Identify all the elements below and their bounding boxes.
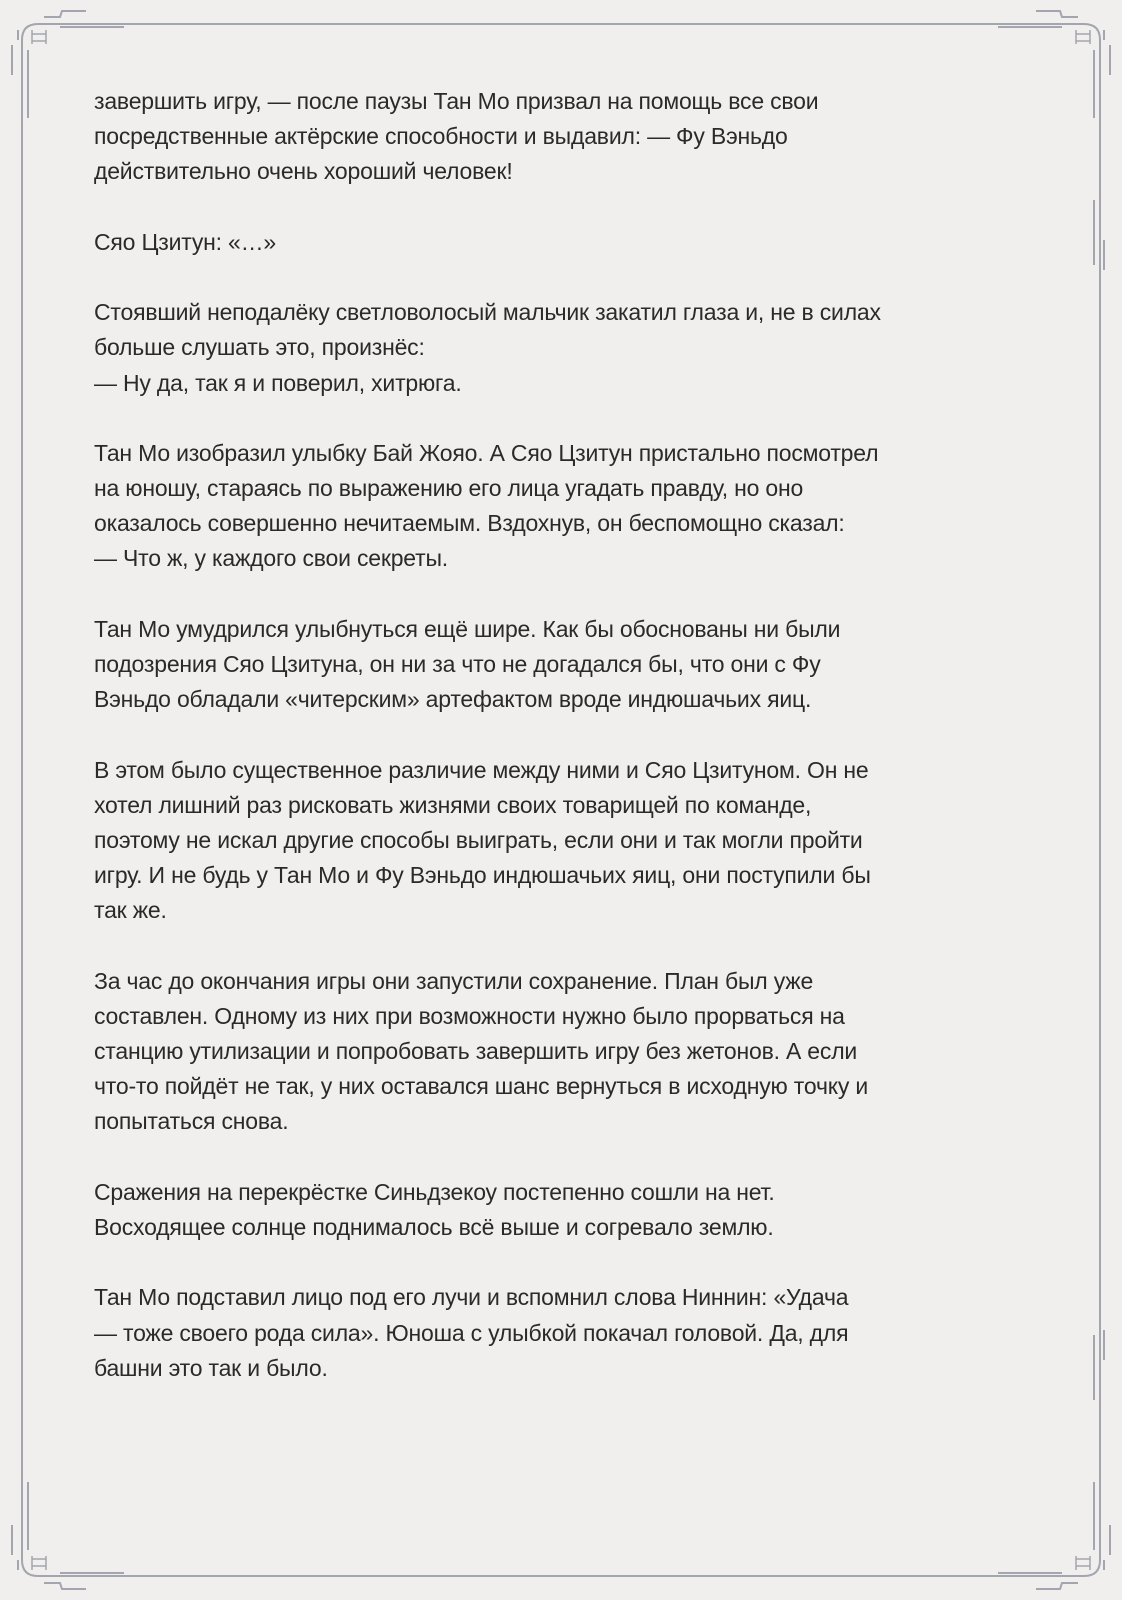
text-line: посредственные актёрские способности и выдавил: — Фу Вэньдо: [94, 123, 788, 150]
text-line: Тан Мо изобразил улыбку Бай Жояо. А Сяо Цзитун пристально посмотрел: [94, 439, 879, 466]
text-line: Стоявший неподалёку светловолосый мальчик закатил глаза и, не в силах: [94, 299, 881, 326]
paragraph: [94, 612, 1054, 718]
text-line: В этом было существенное различие между ними и Сяо Цзитуном. Он не: [94, 756, 869, 783]
text-line: оказалось совершенно нечитаемым. Вздохнув, он беспомощно сказал:: [94, 510, 845, 537]
text-line: — тоже своего рода сила». Юноша с улыбкой покачал головой. Да, для: [94, 1319, 849, 1346]
paragraph: [94, 1280, 1054, 1386]
paragraph: [94, 84, 1054, 190]
text-line: игру. И не будь у Тан Мо и Фу Вэньдо индюшачьих яиц, они поступили бы: [94, 862, 871, 889]
text-line: поэтому не искал другие способы выиграть, если они и так могли пройти: [94, 826, 863, 853]
text-line: Тан Мо подставил лицо под его лучи и вспомнил слова Ниннин: «Удача: [94, 1284, 849, 1311]
text-line: — Что ж, у каждого свои секреты.: [94, 545, 448, 572]
text-line: станцию утилизации и попробовать завершить игру без жетонов. А если: [94, 1038, 858, 1065]
text-line: Вэньдо обладали «читерским» артефактом вроде индюшачьих яиц.: [94, 686, 812, 713]
paragraph: [94, 964, 1054, 1140]
text-line: подозрения Сяо Цзитуна, он ни за что не догадался бы, что они с Фу: [94, 651, 821, 677]
paragraph: [94, 225, 1054, 260]
text-line: действительно очень хороший человек!: [94, 158, 513, 185]
text-line: Тан Мо умудрился улыбнуться ещё шире. Как бы обоснованы ни были: [94, 615, 841, 642]
text-line: что-то пойдёт не так, у них оставался шанс вернуться в исходную точку и: [94, 1073, 868, 1100]
text-line: попытаться снова.: [94, 1108, 289, 1135]
document-body: [94, 84, 1054, 1421]
text-line: составлен. Одному из них при возможности нужно было прорваться на: [94, 1002, 845, 1029]
paragraph: [94, 753, 1054, 929]
text-line: Восходящее солнце поднималось всё выше и согревало землю.: [94, 1214, 774, 1240]
text-line: на юношу, стараясь по выражению его лица угадать правду, но оно: [94, 475, 804, 502]
text-line: завершить игру, — после паузы Тан Мо призвал на помощь все свои: [94, 88, 819, 114]
text-line: так же.: [94, 897, 167, 924]
text-line: Сражения на перекрёстке Синьдзекоу постепенно сошли на нет.: [94, 1178, 775, 1205]
paragraph: [94, 1175, 1054, 1245]
paragraph: [94, 295, 1054, 401]
text-line: башни это так и было.: [94, 1354, 328, 1381]
text-line: — Ну да, так я и поверил, хитрюга.: [94, 369, 462, 396]
text-line: Сяо Цзитун: «…»: [94, 228, 277, 255]
paragraph: [94, 436, 1054, 577]
text-line: За час до окончания игры они запустили сохранение. План был уже: [94, 967, 814, 994]
text-line: больше слушать это, произнёс:: [94, 334, 425, 361]
text-line: хотел лишний раз рисковать жизнями своих товарищей по команде,: [94, 791, 812, 818]
